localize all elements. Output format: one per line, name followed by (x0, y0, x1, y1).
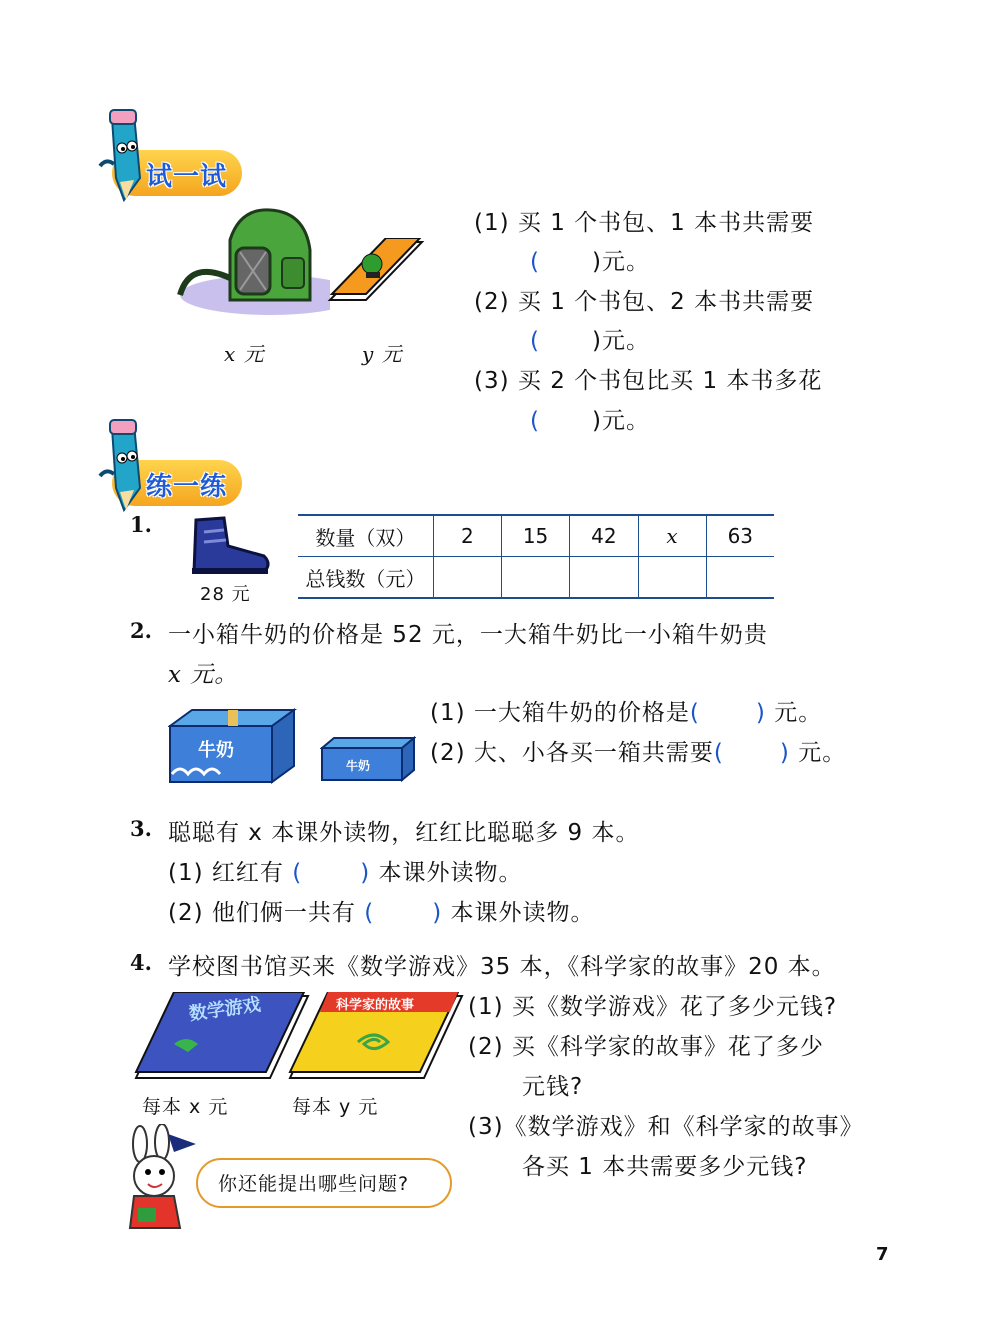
shoe-illustration (184, 512, 274, 578)
shoe-price-table (298, 514, 774, 599)
book-scientist-story-title: 科学家的故事 (336, 998, 415, 1013)
book-illustration (326, 238, 426, 308)
book-math-games-price: 每本 x 元 (142, 1096, 229, 1118)
quantity-cell: 2 (433, 515, 501, 557)
book-math-games-illustration (134, 992, 310, 1088)
problem-2-text-line1: 一小箱牛奶的价格是 52 元，一大箱牛奶比一小箱牛奶贵 (168, 622, 768, 648)
practice-section-title: 练一练 (146, 472, 228, 502)
book-math-games-title: 数学游戏 (187, 994, 262, 1025)
milk-box-small-label: 牛奶 (346, 759, 371, 773)
total-cell (706, 557, 774, 599)
problem-2-number: 2. (130, 618, 152, 643)
milk-box-large-label: 牛奶 (198, 740, 234, 761)
problem-4-question-3-cont: 各买 1 本共需要多少元钱? (522, 1154, 808, 1180)
book-scientist-story-illustration (288, 992, 464, 1088)
problem-3-question-2: (2) 他们俩一共有 ( ) 本课外读物。 (168, 900, 595, 926)
table-row (298, 557, 774, 599)
problem-4-number: 4. (130, 950, 152, 975)
problem-4-text: 学校图书馆买来《数学游戏》35 本，《科学家的故事》20 本。 (168, 954, 836, 980)
backpack-illustration (170, 200, 330, 330)
total-cell (638, 557, 706, 599)
quantity-cell: x (638, 515, 706, 557)
problem-3-question-1: (1) 红红有 ( ) 本课外读物。 (168, 860, 523, 886)
problem-2-text-line2: x 元。 (168, 662, 239, 688)
rabbit-mascot-icon (118, 1124, 202, 1234)
problem-4-question-2: (2) 买《科学家的故事》花了多少 (468, 1034, 824, 1060)
speech-bubble-text: 你还能提出哪些问题? (218, 1173, 410, 1195)
quantity-cell: 42 (570, 515, 638, 557)
problem-2-question-1: (1) 一大箱牛奶的价格是( ) 元。 (430, 700, 823, 726)
shoe-price-label: 28 元 (200, 584, 251, 605)
total-cell (501, 557, 569, 599)
total-cell (570, 557, 638, 599)
problem-3-number: 3. (130, 816, 152, 841)
quantity-cell: 63 (706, 515, 774, 557)
problem-3-text: 聪聪有 x 本课外读物，红红比聪聪多 9 本。 (168, 820, 640, 846)
book-price-label: y 元 (362, 342, 403, 366)
speech-bubble (196, 1158, 452, 1208)
problem-4-question-2-cont: 元钱? (522, 1074, 584, 1100)
milk-box-small-illustration (320, 736, 416, 782)
milk-box-large-illustration (168, 708, 298, 784)
problem-4-question-3: (3)《数学游戏》和《科学家的故事》 (468, 1114, 864, 1140)
problem-4-question-1: (1) 买《数学游戏》花了多少元钱? (468, 994, 838, 1020)
problem-2-question-2: (2) 大、小各买一箱共需要( ) 元。 (430, 740, 847, 766)
total-cell (433, 557, 501, 599)
quantity-cell: 15 (501, 515, 569, 557)
table-header-cell: 总钱数（元） (298, 557, 433, 599)
table-row (298, 515, 774, 557)
problem-1-number: 1. (130, 512, 152, 537)
page-number: 7 (876, 1244, 889, 1265)
try-section-title: 试一试 (146, 162, 228, 192)
bag-price-label: x 元 (224, 342, 265, 366)
table-header-cell: 数量（双） (298, 515, 433, 557)
book-scientist-story-price: 每本 y 元 (292, 1096, 379, 1118)
